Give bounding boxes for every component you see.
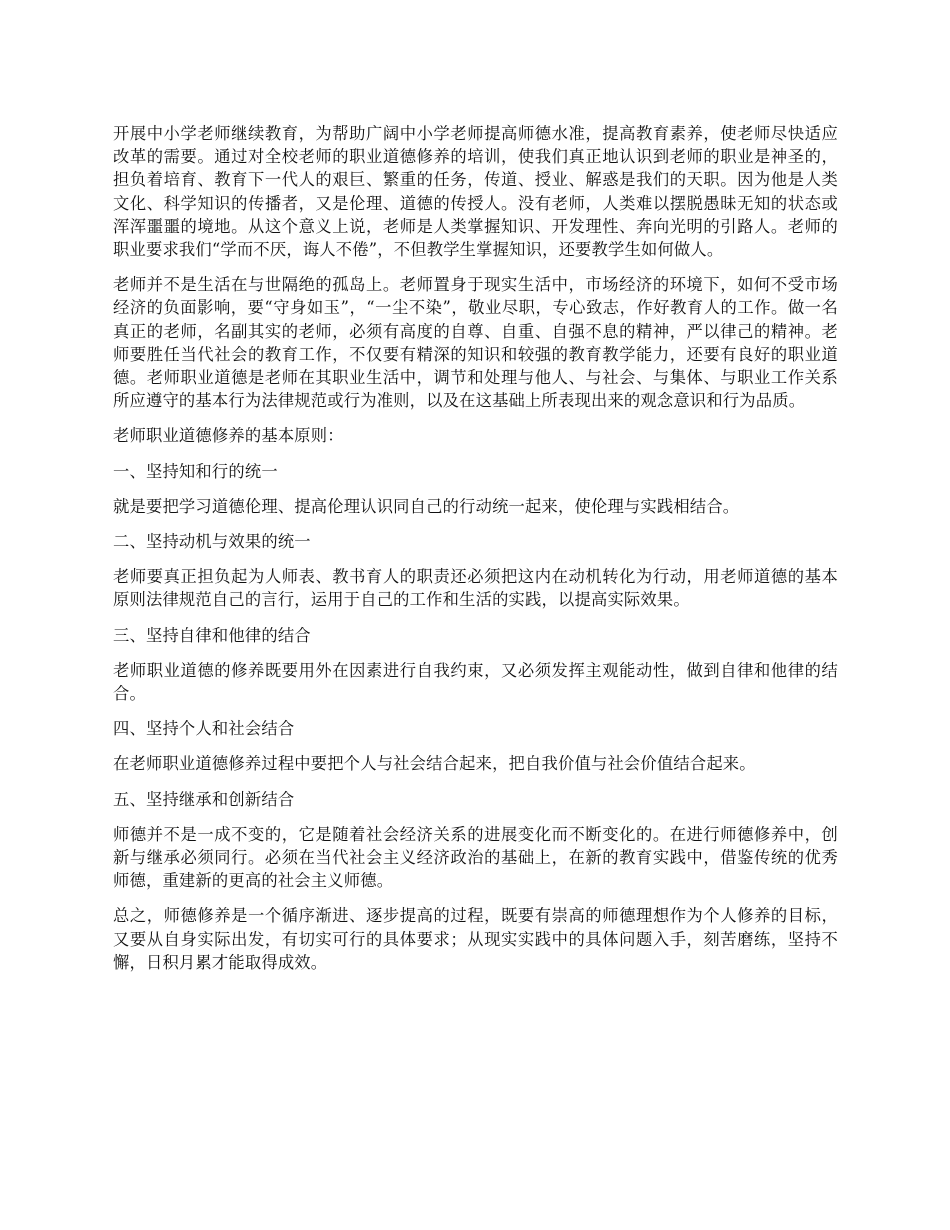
- section-text-5: 师德并不是一成不变的，它是随着社会经济关系的进展变化而不断变化的。在进行师德修养中，创新与继承必须同行。必须在当代社会主义经济政治的基础上，在新的教育实践中，借鉴传统的优秀师德，重建新的更高的社会主义师德。: [113, 824, 838, 891]
- section-heading-5: 五、坚持继承和创新结合: [113, 789, 295, 809]
- body-paragraph: 老师并不是生活在与世隔绝的孤岛上。老师置身于现实生活中，市场经济的环境下，如何不受市场经济的负面影响，要“守身如玉”，“一尘不染”，敬业尽职，专心致志，作好教育人的工作。做一名真正的老师，名副其实的老师，必须有高度的自尊、自重、自强不息的精神，严以律己的精神。老师要胜任当代社会的教育工作，不仅要有精深的知识和较强的教育教学能力，还要有良好的职业道德。老师职业道德是老师在其职业生活中，调节和处理与他人、与社会、与集体、与职业工作关系所应遵守的基本行为法律规范或行为准则，以及在这基础上所表现出来的观念意识和行为品质。: [113, 275, 838, 411]
- section-heading-2: 二、坚持动机与效果的统一: [113, 532, 311, 552]
- section-heading-3: 三、坚持自律和他律的结合: [113, 625, 311, 645]
- conclusion-paragraph: 总之，师德修养是一个循序渐进、逐步提高的过程，既要有崇高的师德理想作为个人修养的目标，又要从自身实际出发，有切实可行的具体要求；从现实实践中的具体问题入手，刻苦磨练，坚持不懈，日积月累才能取得成效。: [113, 906, 838, 972]
- section-text-4: 在老师职业道德修养过程中要把个人与社会结合起来，把自我价值与社会价值结合起来。: [113, 754, 756, 774]
- principles-heading: 老师职业道德修养的基本原则：: [113, 426, 344, 446]
- section-heading-4: 四、坚持个人和社会结合: [113, 719, 295, 739]
- section-text-1: 就是要把学习道德伦理、提高伦理认识同自己的行动统一起来，使伦理与实践相结合。: [113, 496, 740, 516]
- section-text-2: 老师要真正担负起为人师表、教书育人的职责还必须把这内在动机转化为行动，用老师道德的基本原则法律规范自己的言行，运用于自己的工作和生活的实践，以提高实际效果。: [113, 567, 838, 610]
- intro-paragraph: 开展中小学老师继续教育，为帮助广阔中小学老师提高师德水准，提高教育素养，使老师尽快适应改革的需要。通过对全校老师的职业道德修养的培训，使我们真正地认识到老师的职业是神圣的，担负着培育、教育下一代人的艰巨、繁重的任务，传道、授业、解惑是我们的天职。因为他是人类文化、科学知识的传播者，又是伦理、道德的传授人。没有老师，人类难以摆脱愚昧无知的状态或浑浑噩噩的境地。从这个意义上说，老师是人类掌握知识、开发理性、奔向光明的引路人。老师的职业要求我们“学而不厌，诲人不倦”，不但教学生掌握知识，还要教学生如何做人。: [113, 124, 838, 260]
- document-page: [113, 122, 838, 986]
- section-text-3: 老师职业道德的修养既要用外在因素进行自我约束，又必须发挥主观能动性，做到自律和他律的结合。: [113, 660, 838, 704]
- section-heading-1: 一、坚持知和行的统一: [113, 461, 278, 481]
